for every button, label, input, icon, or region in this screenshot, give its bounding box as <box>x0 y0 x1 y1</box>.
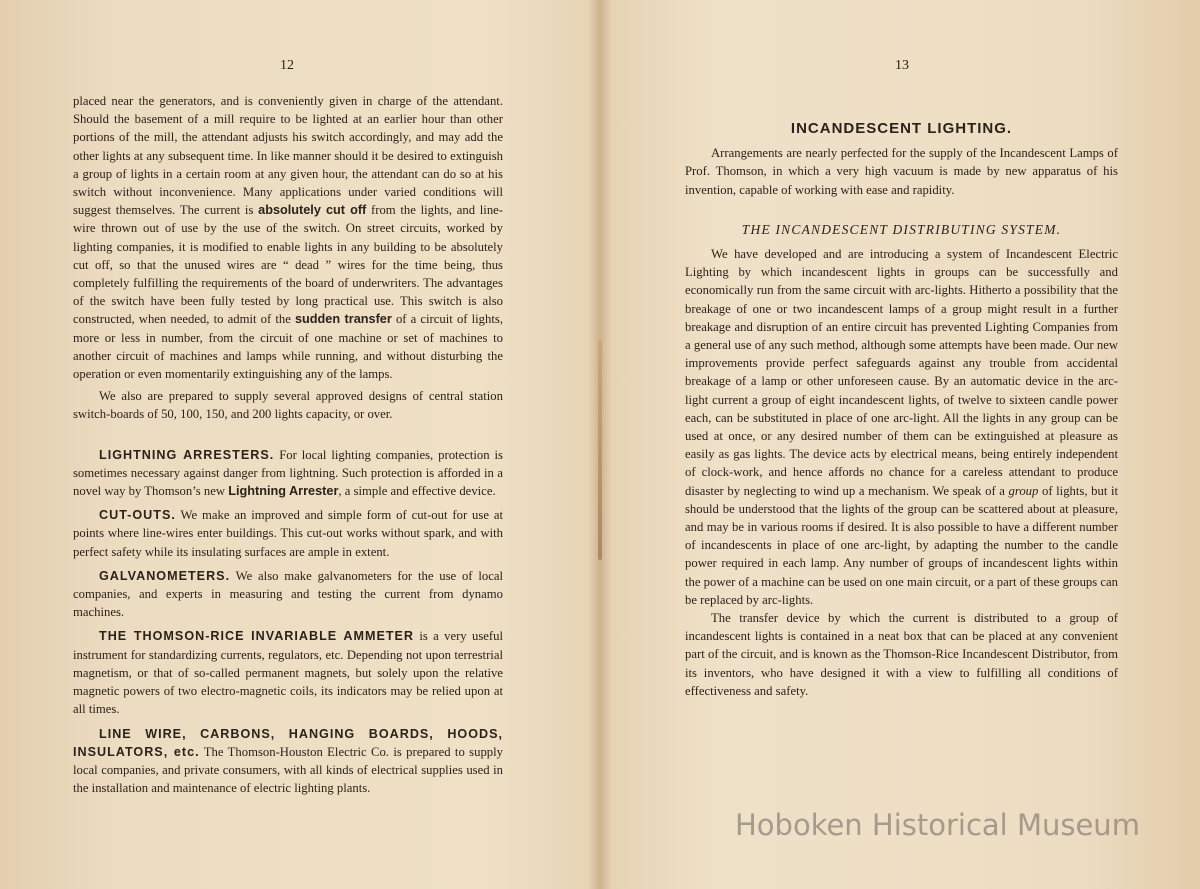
section-subtitle: THE INCANDESCENT DISTRIBUTING SYSTEM. <box>741 221 1062 237</box>
left-text-column <box>73 92 503 797</box>
bold-phrase: sudden transfer <box>294 312 392 327</box>
binding-string <box>598 340 602 560</box>
page-title: INCANDESCENT LIGHTING. <box>790 120 1013 137</box>
bold-phrase: absolutely cut off <box>258 203 367 218</box>
switch-paragraph: placed near the generators, and is conveniently given in charge of the attendant. Should the basement of a mill require to be lighted at an earlier hour than other portions of the mill, the attendant adjusts his switch accordingly, and may add the other lights at any subsequent time. In like manner should it be desired to extinguish a group of lights in a certain room at any given hour, the attendant can do so at his switch without inconvenience. Many applications under varied conditions will suggest themselves. The current is absolutely cut off from the lights, and line-wire thrown out of use by the use of the switch. On street circuits, worked by lighting companies, it is modified to enable lights in any building to be absolutely cut off, so that the unused wires are “ dead ” wires for the time being, thus completely fulfilling the requirements of the board of underwriters. The advantages of the switch have been fully tested by long practical use. This switch is also constructed, when needed, to admit of the sudden transfer of a circuit of lights, more or less in number, from the circuit of one machine or set of machines to another circuit of machines and lamps while running, and without disturbing the operation or even momentarily extinguishing any of the lamps. <box>73 94 504 382</box>
section-lightning-arresters: LIGHTNING ARRESTERS. For local lighting companies, protection is sometimes necessary against danger from lightning. Such protection is afforded in a novel way by Thomson’s new Lightning Arrester, a simple and effective device. <box>73 447 503 499</box>
right-text-column <box>685 120 1118 700</box>
right-page <box>605 0 1200 889</box>
watermark: Hoboken Historical Museum <box>735 808 1140 842</box>
distributing-paragraph: We have developed and are introducing a system of Incandescent Electric Lighting by which incandescent lights in groups can be successfully and economically run from the same circuit with arc-lights. Hitherto a possibility that the breakage of one or two incandescent lamps of a group might result in a further breakage and disruption of an entire circuit has prevented Lighting Companies from a general use of any such method, although some attempts have been made. Our new improvements provide perfect safeguards against any trouble from accidental breakage of a lamp or other unforeseen cause. By an automatic device in the arc-light current a group of eight incandescent lights, of twelve to sixteen candle power each, can be substituted in place of one arc-light. All the lights in any group can be used at once, or any desired number of them can be extinguished at pleasure as easily as gas lights. The device acts by electrical means, being entirely independent of clock-work, and hence affords no chance for a careless attendant to produce disaster by neglecting to wind up a mechanism. We speak of a group of lights, but it should be understood that the lights of the group can be scattered about at pleasure, and may be in various rooms if desired. It is also possible to have a different number of incandescents in place of one arc-light, by adapting the number to the candle power required in each lamp. Any number of groups of incandescent lights within the power of a machine can be used on one main circuit, or a part of these groups can be replaced by arc-lights. <box>685 247 1119 607</box>
section-heading: GALVANOMETERS. <box>99 568 231 583</box>
bold-phrase: Lightning Arrester <box>228 484 339 499</box>
intro-paragraph: Arrangements are nearly perfected for the supply of the Incandescent Lamps of Prof. Thomson, in which a very high vacuum is made by new apparatus of his invention, capable of working with ease and rapidity. <box>685 146 1118 197</box>
section-heading: THE THOMSON-RICE INVARIABLE AMMETER <box>99 629 415 644</box>
section-ammeter: THE THOMSON-RICE INVARIABLE AMMETER is a very useful instrument for standardizing currents, regulators, etc. Depending not upon terrestrial magnetism, or that of so-called permanent magnets, but solely upon the relative magnetic powers of two electro-magnetic coils, its indicators may be relied upon at all times. <box>73 629 503 717</box>
page-number-left: 12 <box>280 58 294 73</box>
transfer-device-paragraph: The transfer device by which the current is distributed to a group of incandescent lights is contained in a neat box that can be placed at any convenient part of the circuit, and is known as the Thomson-Rice Incandescent Distributor, from its inventors, who have designed it with a view to fulfilling all conditions of effectiveness and safety. <box>685 611 1118 698</box>
switchboard-paragraph: We also are prepared to supply several approved designs of central station switch-boards of 50, 100, 150, and 200 lights capacity, or over. <box>73 389 503 422</box>
page-number-right: 13 <box>895 58 909 73</box>
left-page <box>0 0 595 889</box>
italic-word: group <box>1008 483 1039 498</box>
section-heading: LINE WIRE, CARBONS, HANGING BOARDS, HOODS, INSULATORS, etc. <box>73 726 503 759</box>
section-line-wire: LINE WIRE, CARBONS, HANGING BOARDS, HOODS, INSULATORS, etc. The Thomson-Houston Electric Co. is prepared to supply local companies, and private consumers, with all kinds of electrical supplies used in the installation and maintenance of electric lighting plants. <box>73 726 503 796</box>
section-heading: CUT-OUTS. <box>99 508 176 523</box>
section-heading: LIGHTNING ARRESTERS. <box>99 447 275 462</box>
section-cut-outs: CUT-OUTS. We make an improved and simple form of cut-out for use at points where line-wires enter buildings. This cut-out works without spark, and with perfect safety while its insulating surfaces are ample in extent. <box>73 508 503 559</box>
section-galvanometers: GALVANOMETERS. We also make galvanometers for the use of local companies, and experts in measuring and testing the current from dynamo machines. <box>73 568 503 620</box>
